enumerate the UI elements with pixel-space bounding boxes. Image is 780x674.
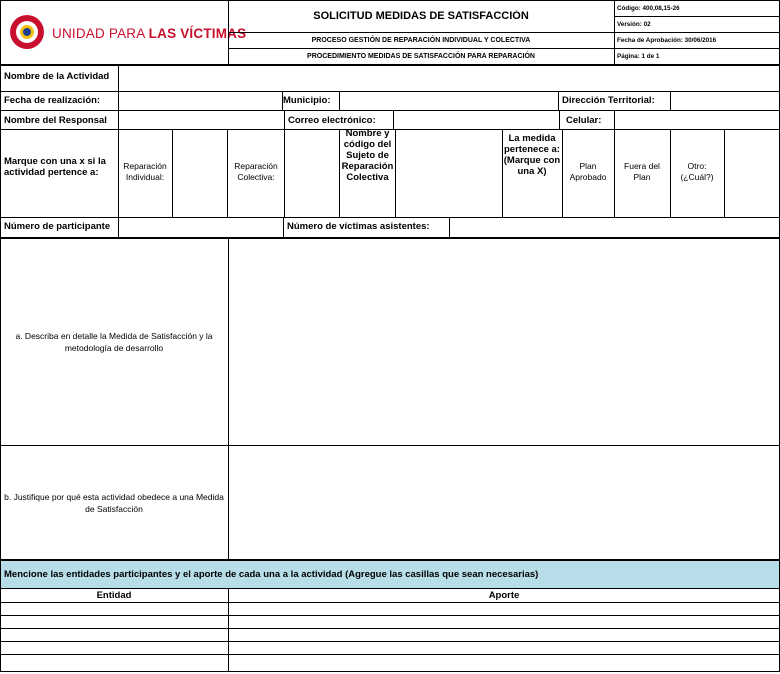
entity-header: Entidad — [96, 590, 132, 601]
describe-label: a. Describa en detalle la Medida de Satisfacción y la metodología de desarrollo — [15, 331, 213, 353]
responsible-field[interactable] — [119, 111, 283, 129]
other-field[interactable] — [725, 131, 779, 217]
cell-field[interactable] — [615, 111, 779, 129]
email-label: Correo electrónico: — [288, 115, 376, 126]
header-logo — [0, 0, 247, 64]
contribution-header: Aporte — [488, 590, 520, 601]
entity-cell[interactable] — [1, 655, 228, 669]
victims-label: Número de víctimas asistentes: — [287, 221, 430, 232]
territorial-label: Dirección Territorial: — [562, 95, 655, 106]
contribution-cell[interactable] — [229, 629, 779, 641]
entity-cell[interactable] — [1, 642, 228, 654]
participants-field[interactable] — [119, 218, 283, 237]
subject-field[interactable] — [396, 131, 502, 217]
activity-name-field[interactable] — [119, 66, 779, 91]
cell-label: Celular: — [566, 115, 602, 126]
logo-text: UNIDAD PARA LAS VÍCTIMAS — [52, 26, 247, 41]
date-label: Fecha de realización: — [4, 95, 101, 106]
doc-approval-date: Fecha de Aprobación: 30/06/2016 — [617, 37, 717, 44]
subject-label: Nombre y código del Sujeto de Reparación Colectiva — [341, 128, 394, 183]
process-name: PROCESO GESTIÓN DE REPARACIÓN INDIVIDUAL Y COLECTIVA — [311, 37, 531, 44]
municipality-label: Municipio: — [283, 95, 331, 106]
collective-checkbox[interactable] — [285, 131, 339, 217]
individual-label: Reparación Individual: — [123, 161, 167, 182]
justify-label: b. Justifique por qué esta actividad obedece a una Medida de Satisfacción — [4, 492, 224, 514]
plan-approved-label: Plan Aprobado — [569, 161, 607, 182]
entity-cell[interactable] — [1, 629, 228, 641]
describe-textarea[interactable] — [229, 239, 779, 445]
coat-of-arms-icon — [10, 15, 44, 49]
contribution-cell[interactable] — [229, 642, 779, 654]
participants-label: Número de participante — [4, 221, 111, 232]
entities-band-label: Mencione las entidades participantes y el aporte de cada una a la actividad (Agregue las casillas que sean necesarias) — [4, 569, 539, 580]
doc-code: Código: 400,08,15-26 — [617, 5, 680, 12]
individual-checkbox[interactable] — [173, 131, 227, 217]
activity-name-label: Nombre de la Actividad — [4, 71, 110, 82]
mark-label: Marque con una x si la actividad pertence a: — [4, 156, 106, 178]
territorial-field[interactable] — [671, 92, 779, 110]
other-label: Otro: (¿Cuál?) — [680, 161, 714, 182]
responsible-label: Nombre del Responsal — [4, 115, 107, 126]
contribution-cell[interactable] — [229, 603, 779, 615]
victims-field[interactable] — [450, 218, 779, 237]
justify-textarea[interactable] — [229, 447, 779, 559]
procedure-name: PROCEDIMIENTO MEDIDAS DE SATISFACCIÓN PARA REPARACIÓN — [307, 53, 535, 60]
doc-page: Página: 1 de 1 — [617, 53, 660, 60]
form-title: SOLICITUD MEDIDAS DE SATISFACCIÓN — [313, 10, 529, 22]
contribution-cell[interactable] — [229, 655, 779, 669]
date-field[interactable] — [119, 92, 281, 110]
contribution-cell[interactable] — [229, 616, 779, 628]
doc-version: Versión: 02 — [617, 21, 651, 28]
email-field[interactable] — [394, 111, 556, 129]
municipality-field[interactable] — [340, 92, 558, 110]
collective-label: Reparación Colectiva: — [234, 161, 278, 182]
out-of-plan-label: Fuera del Plan — [624, 161, 660, 182]
belongs-label: La medida pertenece a: (Marque con una X) — [503, 133, 561, 177]
entity-cell[interactable] — [1, 616, 228, 628]
entity-cell[interactable] — [1, 603, 228, 615]
